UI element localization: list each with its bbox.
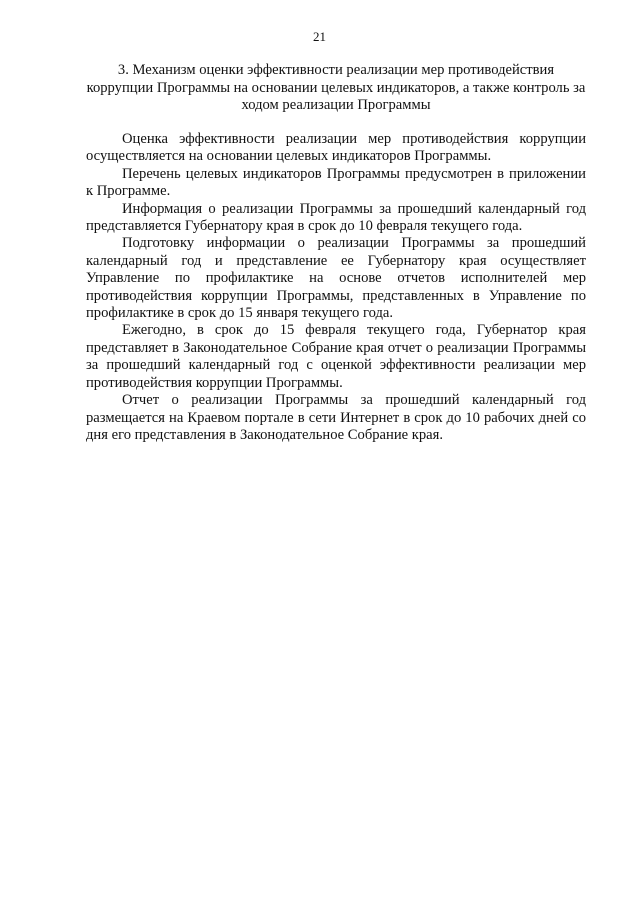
paragraph-report-to-governor: Информация о реализации Программы за прошедший календарный год представляется Губернатору края в срок до 10 февраля текущего года. bbox=[86, 200, 586, 235]
paragraph-indicators-list: Перечень целевых индикаторов Программы предусмотрен в приложении к Программе. bbox=[86, 165, 586, 200]
page-number: 21 bbox=[313, 29, 326, 44]
paragraph-annual-report: Ежегодно, в срок до 15 февраля текущего года, Губернатор края представляет в Законодательное Собрание края отчет о реализации Программы за прошедший календарный год с оценкой эффективности реализации мер противодействия коррупции Программы. bbox=[86, 322, 586, 391]
document-body bbox=[86, 131, 586, 444]
paragraph-evaluation-basis: Оценка эффективности реализации мер противодействия коррупции осуществляется на основании целевых индикаторов Программы. bbox=[86, 131, 586, 165]
paragraph-report-preparation: Подготовку информации о реализации Программы за прошедший календарный год и представление ее Губернатору края осуществляет Управление по профилактике на основе отчетов исполнителей мер противодействия коррупции Программы, представленных в Управление по профилактике в срок до 15 января текущего года. bbox=[86, 235, 586, 322]
section-heading: 3. Механизм оценки эффективности реализации мер противодействия коррупции Программы на основании целевых индикаторов, а также контроль за ходом реализации Программы bbox=[86, 62, 586, 113]
paragraph-portal-publication: Отчет о реализации Программы за прошедший календарный год размещается на Краевом портале в сети Интернет в срок до 10 рабочих дней со дня его представления в Законодательное Собрание края. bbox=[86, 392, 586, 443]
